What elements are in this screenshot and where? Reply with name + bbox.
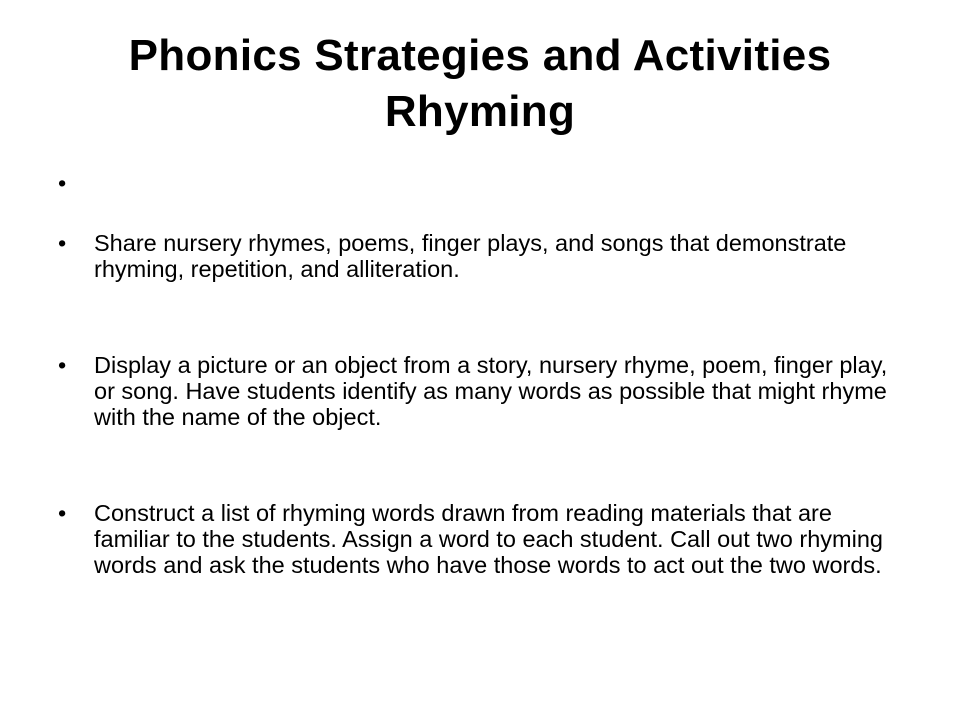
bullet-text xyxy=(94,170,898,196)
bullet-item-share-rhymes xyxy=(58,230,898,282)
bullet-text: Construct a list of rhyming words drawn from reading materials that are familiar to the students. Assign a word to each student. Call out two rhyming words and ask the students who have those words to act out the two words. xyxy=(94,500,883,578)
slide-title-line-1: Phonics Strategies and Activities xyxy=(128,31,832,80)
bullet-dot-icon: • xyxy=(58,230,67,256)
bullet-dot-icon: • xyxy=(58,500,67,526)
bullet-text: Share nursery rhymes, poems, finger plays, and songs that demonstrate rhyming, repetition, and alliteration. xyxy=(94,230,847,282)
bullet-item-display-picture xyxy=(58,352,898,430)
bullet-item-empty xyxy=(58,170,898,196)
bullet-item-construct-list xyxy=(58,500,898,578)
bullet-list xyxy=(58,170,898,578)
slide-title xyxy=(40,28,920,140)
bullet-dot-icon: • xyxy=(58,170,67,196)
bullet-dot-icon: • xyxy=(58,352,67,378)
bullet-text: Display a picture or an object from a story, nursery rhyme, poem, finger play, or song. Have students identify as many words as possible that might rhyme with the name of the object. xyxy=(94,352,888,430)
slide-title-line-2: Rhyming xyxy=(384,87,576,136)
